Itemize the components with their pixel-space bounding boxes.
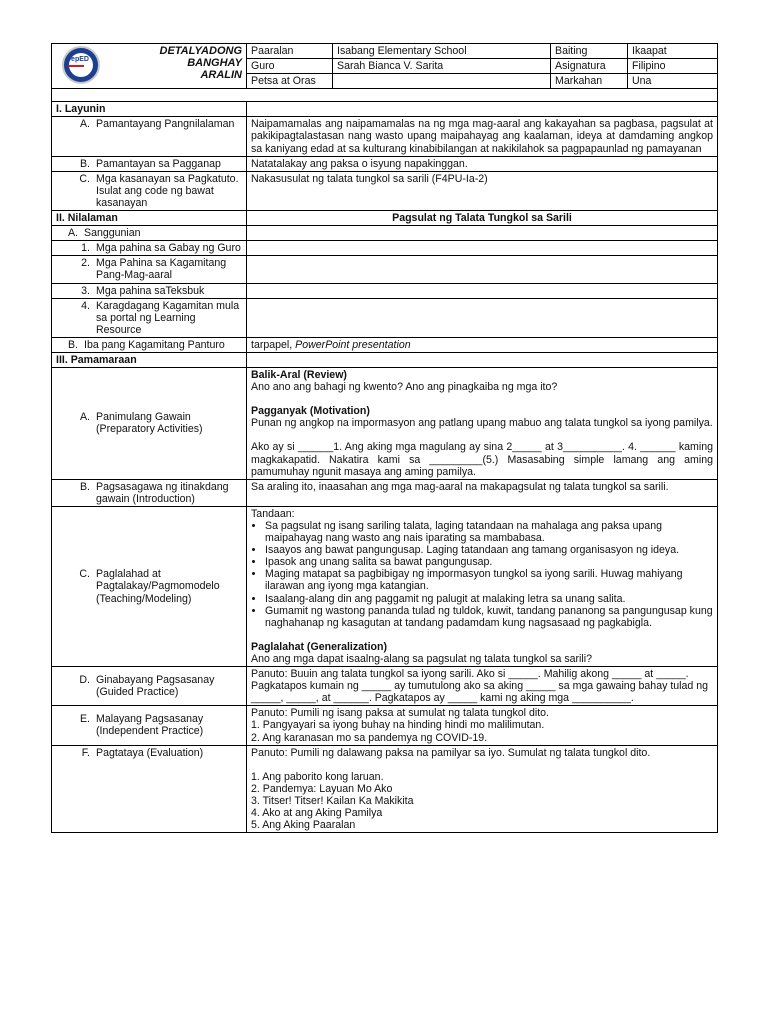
pagtataya-item: 1. Ang paborito kong laruan. xyxy=(251,770,384,783)
tandaan-item: • Isaayos ang bawat pangungusap. Laging tatandaan ang tamang organisasyon ng ideya. xyxy=(265,544,713,556)
ginabayang-pagsasanay-text: Panuto: Buuin ang talata tungkol sa iyong sarili. Ako si _____. Mahilig akong _____ at _____. Pagkatapos kumain ng _____ ay tumutulong ako sa aking _____ sa mga gawaing bahay tulad ng _____, _____, at ______. Pagkatapos ay _____ kami ng aking mga __________. xyxy=(247,667,718,706)
tandaan-item: • Maging matapat sa pagbibigay ng impormasyon tungkol sa iyong sarili. Huwag mahiyang ilarawan ang iyong mga katangian. xyxy=(265,568,713,592)
date-time-label: Petsa at Oras xyxy=(247,74,333,89)
motivation-title: Pagganyak (Motivation) xyxy=(251,405,370,418)
subject-label: Asignatura xyxy=(551,59,628,74)
tandaan-label: Tandaan: xyxy=(251,507,295,520)
tandaan-list xyxy=(251,520,713,629)
sanggunian-item-3: Mga pahina saTeksbuk xyxy=(96,284,205,297)
motivation-fill-text: Ako ay si ______1. Ang aking mga magulang ay sina 2_____ at 3__________. 4. ______ kaming magkakapatid. Nakatira kami sa _________(5.) Masasabing simple lamang ang aming pamumuhay ngunit masaya ang aming pamilya. xyxy=(251,441,713,478)
section-layunin-heading: I. Layunin xyxy=(52,102,247,117)
pagtataya-item: 2. Pandemya: Layuan Mo Ako xyxy=(251,782,393,795)
pagtataya-item: 3. Titser! Titser! Kailan Ka Makikita xyxy=(251,794,414,807)
quarter-label: Markahan xyxy=(551,74,628,89)
tandaan-item: • Isaalang-alang din ang paggamit ng palugit at malaking letra sa unang salita. xyxy=(265,593,713,605)
pagsasagawa-label: Pagsasagawa ng itinakdang gawain (Introduction) xyxy=(96,480,229,505)
pagsasagawa-text: Sa araling ito, inaasahan ang mga mag-aaral na makapagsulat ng talata tungkol sa sarili. xyxy=(247,479,718,506)
pagtataya-item: 4. Ako at ang Aking Pamilya xyxy=(251,806,383,819)
review-text: Ano ano ang bahagi ng kwento? Ano ang pinagkaiba ng mga ito? xyxy=(251,381,558,394)
school-label: Paaralan xyxy=(247,44,333,59)
title-line-1: DETALYADONG xyxy=(159,45,242,57)
generalization-title: Paglalahat (Generalization) xyxy=(251,640,387,653)
pagtataya-label: Pagtataya (Evaluation) xyxy=(96,746,204,759)
date-time-value xyxy=(333,74,551,89)
sanggunian-item-1: Mga pahina sa Gabay ng Guro xyxy=(96,242,241,255)
section-nilalaman-heading: II. Nilalaman xyxy=(52,211,247,226)
sanggunian-item-2: Mga Pahina sa Kagamitang Pang-Mag-aaral xyxy=(96,257,227,282)
layunin-b-label: Pamantayan sa Pagganap xyxy=(96,157,221,170)
tandaan-item: • Sa pagsulat ng isang sariling talata, laging tatandaan na mahalaga ang paksa upang maipahayag nang wasto ang nais iparating sa mambabasa. xyxy=(265,520,713,544)
grade-value: Ikaapat xyxy=(628,44,718,59)
layunin-c-label-cell: C. Mga kasanayan sa Pagkatuto. Isulat ang code ng bawat kasanayan xyxy=(52,171,247,210)
nilalaman-topic: Pagsulat ng Talata Tungkol sa Sarili xyxy=(247,211,718,226)
malayang-line: Panuto: Pumili ng isang paksa at sumulat ng talata tungkol dito. xyxy=(251,707,549,720)
layunin-c-label: Mga kasanayan sa Pagkatuto. Isulat ang code ng bawat kasanayan xyxy=(96,172,239,209)
layunin-b-label-cell: B. Pamantayan sa Pagganap xyxy=(52,156,247,171)
grade-label: Baiting xyxy=(551,44,628,59)
motivation-text: Punan ng angkop na impormasyon ang patlang upang mabuo ang talata tungkol sa iyong pamilya. xyxy=(251,417,713,430)
subject-value: Filipino xyxy=(628,59,718,74)
pagtataya-item: 5. Ang Aking Paaralan xyxy=(251,819,356,832)
section-pamamaraan-heading: III. Pamamaraan xyxy=(52,352,247,367)
iba-pang-kagamitan-label: Iba pang Kagamitang Panturo xyxy=(84,338,225,351)
teacher-value: Sarah Bianca V. Sarita xyxy=(333,59,551,74)
tandaan-item: • Ipasok ang unang salita sa bawat pangungusap. xyxy=(265,556,713,568)
generalization-text: Ano ang mga dapat isaalng-alang sa pagsulat ng talata tungkol sa sarili? xyxy=(251,652,592,665)
review-title: Balik-Aral (Review) xyxy=(251,369,347,382)
kagamitan-text: tarpapel, PowerPoint presentation xyxy=(247,337,718,352)
deped-logo-text: DepED xyxy=(66,56,89,63)
school-value: Isabang Elementary School xyxy=(333,44,551,59)
lesson-plan-table: DepED DETALYADONG BANGHAY ARALIN Paaralan Isabang Elementary School Baiting Ikaapat Guro Sarah Bianca V. Sarita Asignatura Filipino Petsa at Oras Markahan Una I. Layunin A. Pamantayang Pangnilalaman Naipamamalas ang naipamamalas na ng mga mag-aaral ang kakayahan sa pagbasa, pagsulat at pakikipagtalastasan nang wasto upang maipahayag ang kaalaman, ideya at damdaming angkop sa kaniyang edad at sa kulturang kinabibilangan at nakikilahok sa pagpapaunlad ng pamayanan B. Pamantayan sa Pagganap Natatalakay ang paksa o isyung napakinggan. C. Mga kasanayan sa Pagkatuto. Isulat ang code ng bawat kasanayan Nakasusulat ng talata tungkol sa sarili (F4PU-Ia-2) II. Nilalaman Pagsulat ng Talata Tungkol sa Sarili A. Sanggunian 1. Mga pahina sa Gabay ng Guro 2. Mga Pahina sa Kagamitang Pang-Mag-aaral 3. Mga pahina saTeksbuk 4. Karagdagang Kagamitan mula sa portal ng Learning Resource B. Iba pang Kagamitang Panturo tarpapel, PowerPoint presentation III. Pamamaraan A. Panimulang Gawain (Preparatory Activities) Balik-Aral (Review) Ano ano ang bahagi ng kwento? Ano ang pinagkaiba ng mga ito? Pagganyak (Motivation) Punan ng angkop na impormasyon ang patlang upang mabuo ang talata tungkol sa iyong pamilya. Ako ay si ______1. Ang aking mga magulang ay sina 2_____ at 3__________. 4. ______ kaming magkakapatid. Nakatira kami sa _________(5.) Masasabing simple lamang ang aming pamumuhay ngunit masaya ang aming pamilya. B. Pagsasagawa ng itinakdang gawain (Introduction) Sa araling ito, inaasahan ang mga mag-aaral na makapagsulat ng talata tungkol sa sarili. C. Paglalahad at Pagtalakay/Pagmomodelo (Teaching/Modeling) Tandaan: • Sa pagsulat ng isang sariling talata, laging tatandaan na mahalaga ang paksa upang maipahayag nang wasto ang nais iparating sa mambabasa. • Isaayos ang bawat pangungusap. Laging tatandaan ang tamang organisasyon ng ideya. • Ipasok ang unang salita sa bawat pangungusap. • Maging matapat sa pagbibigay ng impormasyon tungkol sa iyong sarili. Huwag mahiyang ilarawan ang iyong mga katangian. • Isaalang-alang din ang paggamit ng palugit at malaking letra sa unang salita. • Gumamit ng wastong pananda tulad ng tuldok, kuwit, tandang pananong sa pangungusap kung naghahanap ng kasagutan at tandang padamdam kung nagsasaad ng pagkabigla. Paglalahat (Generalization) Ano ang mga dapat isaalng-alang sa pagsulat ng talata tungkol sa sarili? D. Ginabayang Pagsasanay (Guided Practice) Panuto: Buuin ang talata tungkol sa iyong sarili. Ako si _____. Mahilig akong _____ at _____. Pagkatapos kumain ng _____ ay tumutulong ako sa aking _____ sa mga gawaing bahay tulad ng _____, _____, at ______. Pagkatapos ay _____ kami ng aking mga __________. E. Malayang Pagsasanay (Independent Practice) Panuto: Pumili ng isang paksa at sumulat ng talata tungkol dito. 1. Pangyayari sa iyong buhay na hinding hindi mo malilimutan. 2. Ang karanasan mo sa pandemya ng COVID-19. F. Pagtataya (Evaluation) Panuto: Pumili ng dalawang paksa na pamilyar sa iyo. Sumulat ng talata tungkol dito. 1. Ang paborito kong laruan. 2. Pandemya: Layuan Mo Ako 3. Titser! Titser! Kailan Ka Makikita 4. Ako at ang Aking Pamilya 5. Ang Aking Paaralan xyxy=(51,43,718,833)
sanggunian-item-4: Karagdagang Kagamitan mula sa portal ng Learning Resource xyxy=(96,299,240,336)
teacher-label: Guro xyxy=(247,59,333,74)
malayang-pagsasanay-content xyxy=(247,706,718,745)
spacer-row xyxy=(52,89,718,102)
pagtataya-instruction: Panuto: Pumili ng dalawang paksa na pamilyar sa iyo. Sumulat ng talata tungkol dito. xyxy=(251,746,651,759)
sanggunian-label: Sanggunian xyxy=(84,227,141,240)
paglalahad-content xyxy=(247,506,718,666)
layunin-c-text: Nakasusulat ng talata tungkol sa sarili (F4PU-Ia-2) xyxy=(247,171,718,210)
malayang-line: 1. Pangyayari sa iyong buhay na hinding hindi mo malilimutan. xyxy=(251,719,545,732)
panimulang-gawain-content xyxy=(247,368,718,480)
ginabayang-pagsasanay-label: Ginabayang Pagsasanay (Guided Practice) xyxy=(96,674,215,699)
pagtataya-content xyxy=(247,745,718,833)
title-line-2: BANGHAY xyxy=(187,57,242,69)
layunin-a-label-cell: A. Pamantayang Pangnilalaman xyxy=(52,117,247,156)
header-title-cell xyxy=(52,44,247,89)
malayang-line: 2. Ang karanasan mo sa pandemya ng COVID-19. xyxy=(251,731,488,744)
title-line-3: ARALIN xyxy=(200,69,242,81)
layunin-b-text: Natatalakay ang paksa o isyung napakinggan. xyxy=(247,156,718,171)
malayang-pagsasanay-label: Malayang Pagsasanay (Independent Practice) xyxy=(96,713,204,738)
layunin-a-text: Naipamamalas ang naipamamalas na ng mga mag-aaral ang kakayahan sa pagbasa, pagsulat at pakikipagtalastasan nang wasto upang maipahayag ang kaalaman, ideya at damdaming angkop sa kaniyang edad at sa kulturang kinabibilangan at nakikilahok sa pagpapaunlad ng pamayanan xyxy=(247,117,718,156)
panimulang-gawain-label: Panimulang Gawain (Preparatory Activities) xyxy=(96,411,203,436)
quarter-value: Una xyxy=(628,74,718,89)
deped-logo xyxy=(62,46,100,84)
layunin-a-label: Pamantayang Pangnilalaman xyxy=(96,118,235,131)
tandaan-item: • Gumamit ng wastong pananda tulad ng tuldok, kuwit, tandang pananong sa pangungusap kung naghahanap ng kasagutan at tandang padamdam kung nagsasaad ng pagkabigla. xyxy=(265,605,713,629)
paglalahad-label: Paglalahad at Pagtalakay/Pagmomodelo (Teaching/Modeling) xyxy=(96,568,220,605)
